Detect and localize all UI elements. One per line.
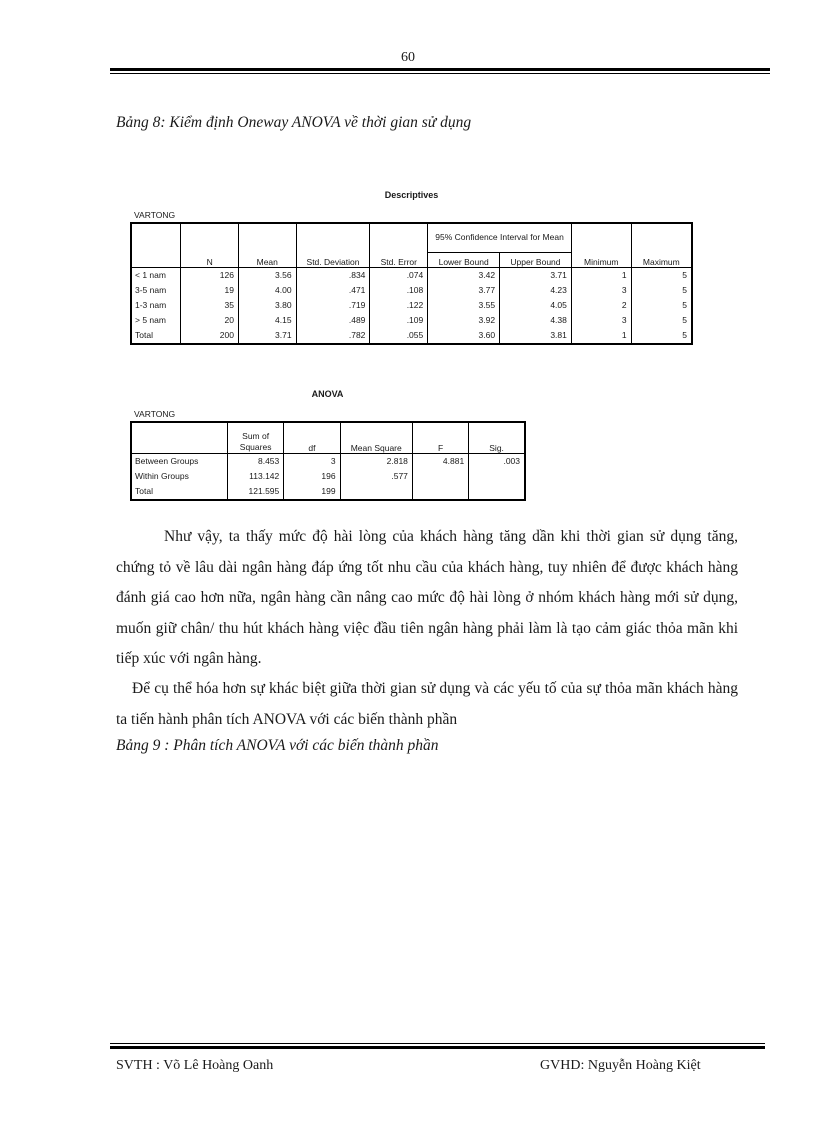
cell: 4.881 <box>412 454 468 470</box>
cell: 3.92 <box>428 313 500 328</box>
cell: 1 <box>571 268 631 284</box>
cell: 3.55 <box>428 298 500 313</box>
row-label: 3-5 nam <box>131 283 181 298</box>
cell: 20 <box>181 313 239 328</box>
row-label: 1-3 nam <box>131 298 181 313</box>
cell: 3.42 <box>428 268 500 284</box>
footer-rule-thin <box>110 1043 765 1044</box>
descriptives-title: Descriptives <box>384 190 439 200</box>
col-header: Minimum <box>571 223 631 268</box>
col-header: Mean Square <box>340 422 412 454</box>
cell: 3.77 <box>428 283 500 298</box>
row-label: Total <box>131 484 227 500</box>
col-header: Maximum <box>631 223 692 268</box>
cell: 19 <box>181 283 239 298</box>
cell: 3.60 <box>428 328 500 344</box>
cell: .489 <box>296 313 370 328</box>
table-row <box>131 283 692 298</box>
cell: .577 <box>340 469 412 484</box>
cell: 5 <box>631 298 692 313</box>
cell: 8.453 <box>227 454 283 470</box>
cell: 3 <box>571 313 631 328</box>
descriptives-table <box>130 222 693 345</box>
footer-student: SVTH : Võ Lê Hoàng Oanh <box>116 1058 274 1073</box>
body-paragraph-2 <box>116 674 738 735</box>
table-row <box>131 454 525 470</box>
body-paragraph-1 <box>116 522 738 675</box>
anova-corner-cell <box>131 422 227 454</box>
cell: 4.00 <box>238 283 296 298</box>
cell: 3 <box>571 283 631 298</box>
paragraph-text: Như vậy, ta thấy mức độ hài lòng của khách hàng tăng dần khi thời gian sử dụng tăng, chứng tỏ về lâu dài ngân hàng đáp ứng tốt nhu cầu của khách hàng, tuy nhiên để được khách hàng đánh giá cao hơn nữa, ngân hàng cần nâng cao mức độ hài lòng ở nhóm khách hàng mới sử dụng, muốn giữ chân/ thu hút khách hàng việc đầu tiên ngân hàng phải làm là tạo cảm giác thỏa mãn khi tiếp xúc với ngân hàng. <box>116 528 738 667</box>
cell: 3.56 <box>238 268 296 284</box>
table8-caption: Bảng 8: Kiểm định Oneway ANOVA về thời gian sử dụng <box>116 114 472 131</box>
cell <box>469 484 525 500</box>
col-header: N <box>181 223 239 268</box>
cell: 4.23 <box>500 283 572 298</box>
cell <box>412 469 468 484</box>
footer-advisor: GVHD: Nguyễn Hoàng Kiệt <box>540 1058 701 1073</box>
cell: .003 <box>469 454 525 470</box>
table-row <box>131 469 525 484</box>
table-row <box>131 484 525 500</box>
descriptives-variable: VARTONG <box>134 210 176 220</box>
cell: .719 <box>296 298 370 313</box>
col-header: Sum of Squares <box>227 422 283 454</box>
col-header: F <box>412 422 468 454</box>
page-number: 60 <box>401 50 415 65</box>
table9-caption: Bảng 9 : Phân tích ANOVA với các biến thành phần <box>116 737 439 754</box>
col-header: Mean <box>238 223 296 268</box>
cell: .074 <box>370 268 428 284</box>
cell: 5 <box>631 283 692 298</box>
cell <box>412 484 468 500</box>
cell: .782 <box>296 328 370 344</box>
col-header: Std. Error <box>370 223 428 268</box>
footer-rule-thick <box>110 1046 765 1049</box>
cell: 121.595 <box>227 484 283 500</box>
anova-title: ANOVA <box>311 389 344 399</box>
col-header: Upper Bound <box>500 253 572 268</box>
table-row <box>131 268 692 284</box>
cell: 200 <box>181 328 239 344</box>
cell: 199 <box>284 484 340 500</box>
cell <box>340 484 412 500</box>
cell: .471 <box>296 283 370 298</box>
table-row <box>131 328 692 344</box>
col-header: Std. Deviation <box>296 223 370 268</box>
cell: 3.71 <box>500 268 572 284</box>
cell: 5 <box>631 313 692 328</box>
cell: 113.142 <box>227 469 283 484</box>
cell: 5 <box>631 268 692 284</box>
col-header: Sig. <box>469 422 525 454</box>
cell: 3.81 <box>500 328 572 344</box>
table-row <box>131 313 692 328</box>
cell: 35 <box>181 298 239 313</box>
cell: 3 <box>284 454 340 470</box>
cell: 2 <box>571 298 631 313</box>
cell: 196 <box>284 469 340 484</box>
cell: 1 <box>571 328 631 344</box>
header-rule-thin <box>110 73 770 74</box>
cell <box>469 469 525 484</box>
cell: 2.818 <box>340 454 412 470</box>
cell: .834 <box>296 268 370 284</box>
cell: .109 <box>370 313 428 328</box>
paragraph-text: Để cụ thể hóa hơn sự khác biệt giữa thời gian sử dụng và các yếu tố của sự thỏa mãn khách hàng ta tiến hành phân tích ANOVA với các biến thành phần <box>116 680 738 728</box>
cell: .055 <box>370 328 428 344</box>
descriptives-corner-cell <box>131 223 181 268</box>
cell: 5 <box>631 328 692 344</box>
row-label: < 1 nam <box>131 268 181 284</box>
row-label: > 5 nam <box>131 313 181 328</box>
table-row <box>131 298 692 313</box>
cell: .108 <box>370 283 428 298</box>
cell: 4.38 <box>500 313 572 328</box>
cell: 3.71 <box>238 328 296 344</box>
col-header: df <box>284 422 340 454</box>
cell: 4.05 <box>500 298 572 313</box>
col-header: Lower Bound <box>428 253 500 268</box>
anova-variable: VARTONG <box>134 409 176 419</box>
anova-table <box>130 421 526 501</box>
row-label: Between Groups <box>131 454 227 470</box>
cell: 4.15 <box>238 313 296 328</box>
cell: 3.80 <box>238 298 296 313</box>
cell: 126 <box>181 268 239 284</box>
row-label: Within Groups <box>131 469 227 484</box>
ci-header: 95% Confidence Interval for Mean <box>428 223 572 253</box>
header-rule-thick <box>110 68 770 71</box>
row-label: Total <box>131 328 181 344</box>
cell: .122 <box>370 298 428 313</box>
